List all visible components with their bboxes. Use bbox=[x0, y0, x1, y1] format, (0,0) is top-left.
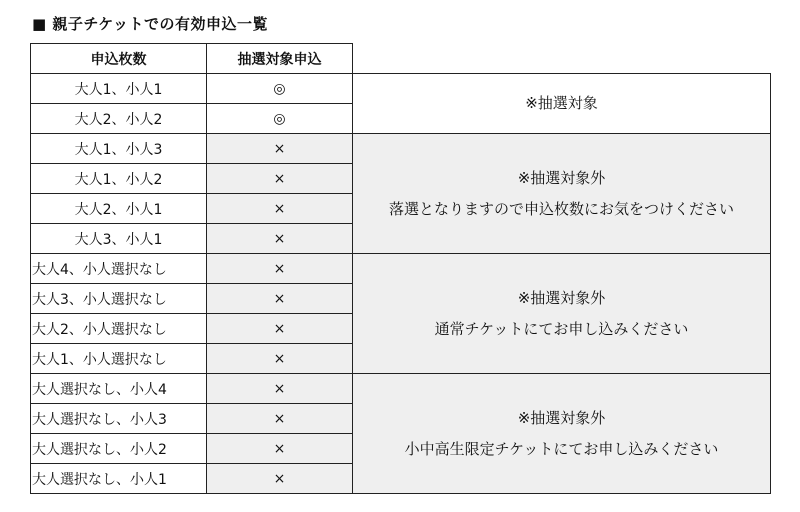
application-count-cell: 大人4、小人選択なし bbox=[31, 254, 207, 284]
application-count-cell: 大人1、小人1 bbox=[31, 74, 207, 104]
application-count-cell: 大人3、小人1 bbox=[31, 224, 207, 254]
table-row bbox=[31, 254, 771, 284]
table-row bbox=[31, 134, 771, 164]
header-application-count: 申込枚数 bbox=[31, 44, 207, 74]
application-count-cell: 大人選択なし、小人4 bbox=[31, 374, 207, 404]
lottery-mark-cell: × bbox=[207, 164, 353, 194]
application-count-cell: 大人3、小人選択なし bbox=[31, 284, 207, 314]
lottery-mark-cell: × bbox=[207, 374, 353, 404]
lottery-mark-cell: × bbox=[207, 194, 353, 224]
lottery-mark-cell: ◎ bbox=[207, 74, 353, 104]
lottery-mark-cell: × bbox=[207, 254, 353, 284]
application-count-cell: 大人2、小人2 bbox=[31, 104, 207, 134]
lottery-mark-cell: × bbox=[207, 404, 353, 434]
note-line: ※抽選対象外 bbox=[517, 408, 606, 427]
group-note-cell bbox=[353, 134, 771, 254]
lottery-mark-cell: × bbox=[207, 344, 353, 374]
note-line: 落選となりますので申込枚数にお気をつけください bbox=[388, 199, 734, 218]
lottery-mark-cell: ◎ bbox=[207, 104, 353, 134]
application-count-cell: 大人選択なし、小人2 bbox=[31, 434, 207, 464]
application-count-cell: 大人2、小人選択なし bbox=[31, 314, 207, 344]
header-empty bbox=[353, 44, 771, 74]
valid-application-table bbox=[30, 43, 771, 494]
page-title: ■ 親子チケットでの有効申込一覧 bbox=[32, 15, 269, 33]
application-count-cell: 大人選択なし、小人3 bbox=[31, 404, 207, 434]
lottery-mark-cell: × bbox=[207, 434, 353, 464]
table-body bbox=[31, 74, 771, 494]
application-count-cell: 大人2、小人1 bbox=[31, 194, 207, 224]
application-count-cell: 大人1、小人2 bbox=[31, 164, 207, 194]
lottery-mark-cell: × bbox=[207, 314, 353, 344]
application-count-cell: 大人1、小人3 bbox=[31, 134, 207, 164]
table-header-row bbox=[31, 44, 771, 74]
table-row bbox=[31, 374, 771, 404]
lottery-mark-cell: × bbox=[207, 134, 353, 164]
note-line: 小中高生限定チケットにてお申し込みください bbox=[404, 439, 719, 458]
note-line: ※抽選対象 bbox=[525, 94, 598, 112]
lottery-mark-cell: × bbox=[207, 464, 353, 494]
application-count-cell: 大人1、小人選択なし bbox=[31, 344, 207, 374]
group-note-cell bbox=[353, 374, 771, 494]
table-row bbox=[31, 74, 771, 104]
group-note-cell bbox=[353, 254, 771, 374]
note-line: ※抽選対象外 bbox=[517, 168, 606, 187]
note-line: 通常チケットにてお申し込みください bbox=[434, 319, 689, 338]
application-count-cell: 大人選択なし、小人1 bbox=[31, 464, 207, 494]
group-note-cell bbox=[353, 74, 771, 134]
lottery-mark-cell: × bbox=[207, 224, 353, 254]
header-lottery-target: 抽選対象申込 bbox=[207, 44, 353, 74]
lottery-mark-cell: × bbox=[207, 284, 353, 314]
note-line: ※抽選対象外 bbox=[517, 288, 606, 307]
